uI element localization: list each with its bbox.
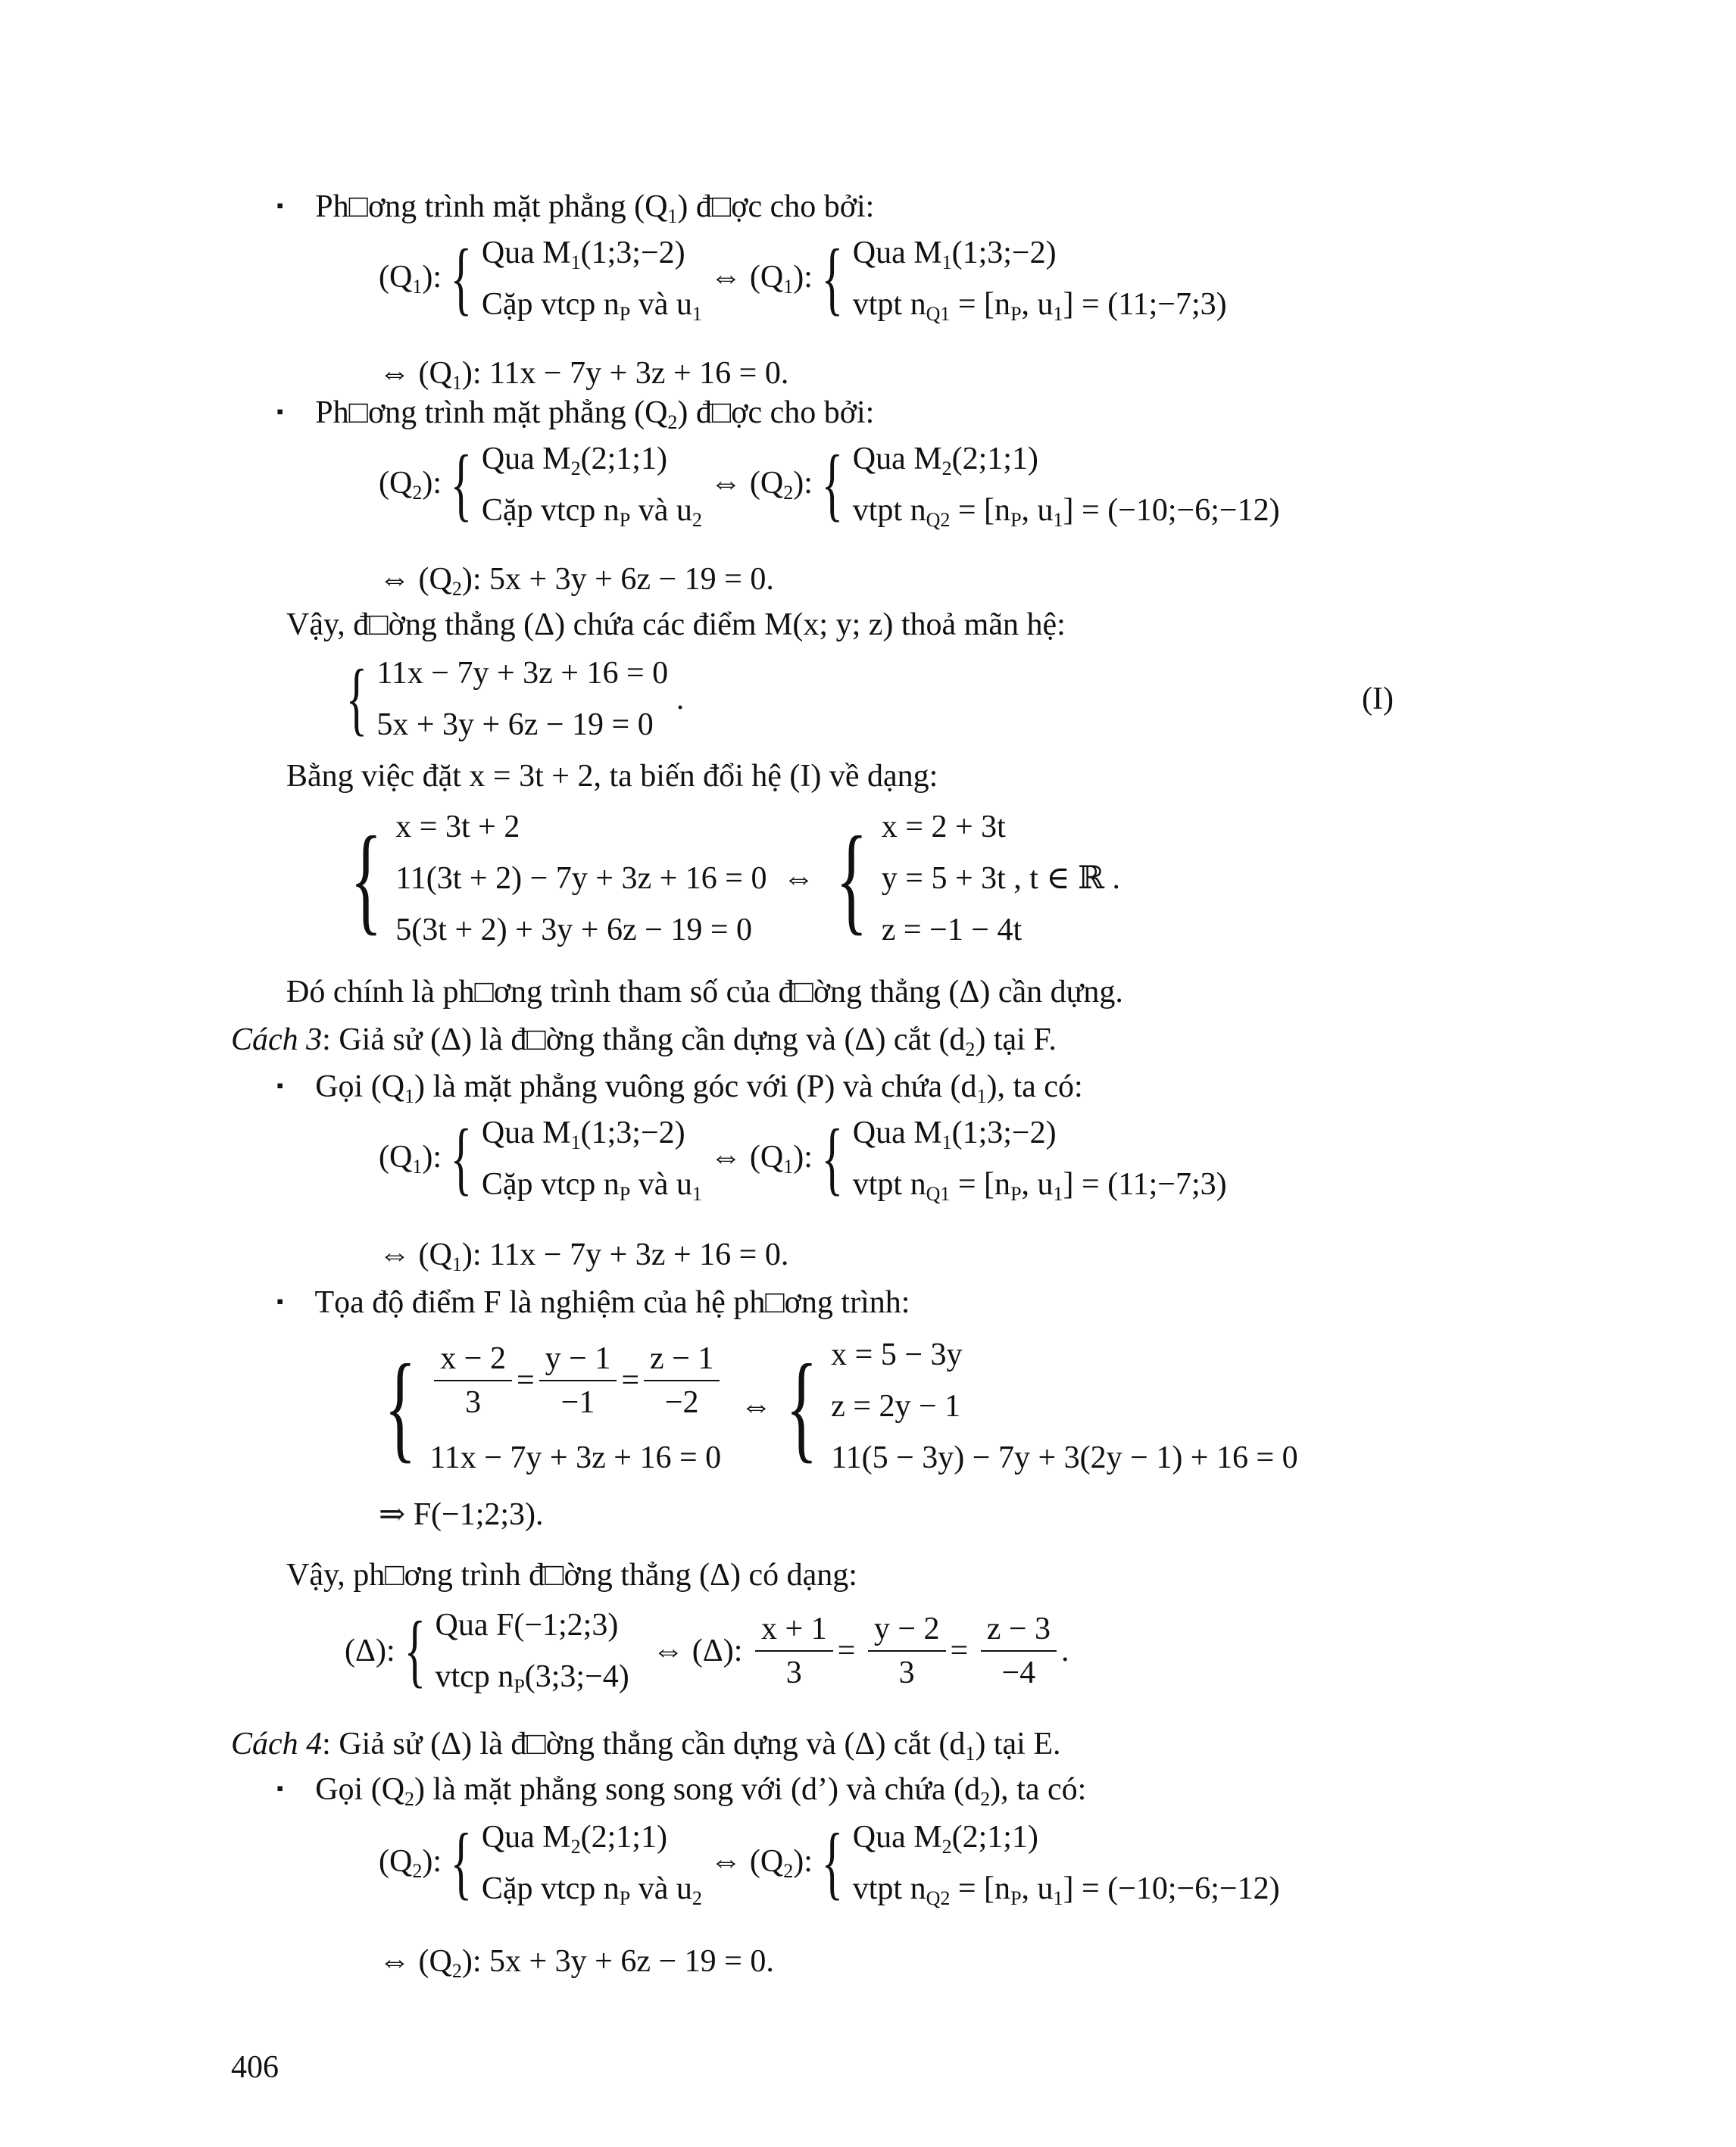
b2: vtpt n bbox=[852, 1167, 926, 1202]
bullet: ▪ bbox=[276, 1290, 284, 1312]
toado: Tọa độ điểm F là nghiệm của hệ ph□ơng trình: bbox=[314, 1285, 910, 1320]
q2-system bbox=[379, 433, 1280, 536]
q2-lhs bbox=[379, 1843, 442, 1883]
sub: 2 bbox=[667, 411, 678, 433]
lhs-end: ): bbox=[422, 260, 442, 295]
lhs-end: ): bbox=[422, 466, 442, 501]
frac bbox=[868, 1608, 946, 1694]
q1-equiv bbox=[710, 1138, 812, 1178]
sub: P bbox=[1010, 509, 1022, 531]
a2: Cặp vtcp n bbox=[481, 1871, 620, 1906]
sub: 2 bbox=[941, 1836, 952, 1858]
b2m: = [n bbox=[950, 1871, 1011, 1906]
b2m2: , u bbox=[1021, 1167, 1054, 1202]
b2: vtpt n bbox=[852, 287, 926, 322]
b2m2: , u bbox=[1021, 493, 1054, 528]
system-b-stack bbox=[882, 801, 1120, 956]
q1-stack-a bbox=[482, 1107, 702, 1210]
q1-stack-b bbox=[853, 1107, 1227, 1210]
b2m: = [n bbox=[950, 1167, 1011, 1202]
q2-result-2 bbox=[379, 1943, 774, 1983]
f-result: ⇒ F(−1;2;3). bbox=[379, 1497, 544, 1532]
delta-lhs: (Δ): bbox=[345, 1633, 395, 1668]
lhs: (Q bbox=[379, 260, 413, 295]
goi2-end: ) là mặt phẳng song song với (d’) và chứa (d bbox=[414, 1772, 981, 1807]
lhs: (Q bbox=[379, 1140, 413, 1175]
b2m: = [n bbox=[950, 493, 1011, 528]
sub: P bbox=[619, 1887, 631, 1909]
brace: { bbox=[384, 1339, 417, 1474]
sub: P bbox=[514, 1675, 525, 1697]
goi1-line bbox=[276, 1068, 1083, 1108]
q1-stack-a bbox=[482, 227, 702, 330]
lhs: (Q bbox=[379, 1844, 413, 1880]
goi1-end: ) là mặt phẳng vuông góc với (P) và chứa (d bbox=[414, 1069, 977, 1104]
sub: 1 bbox=[941, 251, 952, 273]
brace: { bbox=[822, 1818, 844, 1908]
q2-equiv bbox=[710, 464, 812, 504]
goi2: Gọi (Q bbox=[315, 1772, 405, 1807]
sub: 2 bbox=[692, 1887, 702, 1909]
q2-stack-a bbox=[482, 433, 702, 536]
b1: Qua M bbox=[852, 1820, 942, 1855]
q2-system-2 bbox=[379, 1812, 1280, 1915]
delta-stack bbox=[436, 1599, 629, 1702]
q1-lhs bbox=[379, 258, 442, 298]
a1: Qua M bbox=[481, 1116, 571, 1150]
brace: { bbox=[822, 233, 844, 323]
q2-title: Ph□ơng trình mặt phẳng (Q bbox=[315, 395, 668, 430]
sub: 2 bbox=[451, 578, 462, 600]
q2-stack-b bbox=[853, 1812, 1280, 1915]
num: x − 2 bbox=[434, 1337, 512, 1381]
goi1: Gọi (Q bbox=[315, 1069, 405, 1104]
num: z − 3 bbox=[981, 1608, 1057, 1652]
result: ⇔ (Q bbox=[379, 562, 452, 597]
dat-line: Bằng việc đặt x = 3t + 2, ta biến đổi hệ (I) về dạng: bbox=[286, 759, 938, 794]
sub: 1 bbox=[1053, 509, 1063, 531]
delta-eq: ⇔ (Δ): bbox=[652, 1633, 743, 1668]
q1-system-2 bbox=[379, 1107, 1227, 1210]
sub: 1 bbox=[1053, 1183, 1063, 1205]
a2m: và u bbox=[630, 1167, 692, 1202]
sub: 1 bbox=[570, 1131, 581, 1153]
den: −2 bbox=[664, 1385, 699, 1420]
b1: Qua M bbox=[852, 236, 942, 270]
q1-equiv bbox=[710, 258, 812, 298]
frac bbox=[434, 1337, 512, 1424]
equals: = bbox=[837, 1633, 856, 1668]
b1: Qua M bbox=[852, 442, 942, 476]
brace: { bbox=[451, 1818, 473, 1908]
sub: P bbox=[619, 509, 631, 531]
b2m2: , u bbox=[1021, 287, 1054, 322]
q1-title: Ph□ơng trình mặt phẳng (Q bbox=[315, 189, 668, 224]
bullet: ▪ bbox=[276, 1075, 284, 1097]
bullet: ▪ bbox=[276, 401, 284, 423]
a1: Qua F(−1;2;3) bbox=[435, 1608, 619, 1643]
sys-line: 11x − 7y + 3z + 16 = 0 bbox=[429, 1440, 722, 1475]
system-a-stack bbox=[395, 801, 767, 956]
sub: 2 bbox=[783, 1860, 794, 1883]
system-i bbox=[345, 648, 684, 751]
brace: { bbox=[785, 1339, 818, 1474]
sys-line: x = 5 − 3y bbox=[831, 1337, 963, 1372]
lhs-end: ): bbox=[793, 466, 813, 501]
f-frac-row: $\frac{x - 2}{3}$ = $\frac{y - 1}{-1}$ = $\frac{z - 1}{-2}$ bbox=[429, 1329, 724, 1432]
sub: 2 bbox=[941, 457, 952, 479]
q1-title-end: ) đ□ợc cho bởi: bbox=[677, 189, 875, 224]
equiv-sign: ⇔ bbox=[732, 1388, 773, 1424]
b1e: (1;3;−2) bbox=[951, 1116, 1057, 1150]
sub: Q2 bbox=[926, 1887, 951, 1909]
sub: 2 bbox=[570, 457, 581, 479]
result: ⇔ (Q bbox=[379, 356, 452, 391]
sub: 2 bbox=[570, 1836, 581, 1858]
bullet-line-q1 bbox=[276, 188, 874, 228]
q1-lhs bbox=[379, 1138, 442, 1178]
lhs-end: ): bbox=[422, 1844, 442, 1880]
sub: P bbox=[1010, 1887, 1022, 1909]
num: y − 1 bbox=[539, 1337, 617, 1381]
b2: vtpt n bbox=[852, 1871, 926, 1906]
sub: 1 bbox=[941, 1131, 952, 1153]
result-end: ): 5x + 3y + 6z − 19 = 0. bbox=[461, 562, 774, 597]
sub: 1 bbox=[404, 1085, 415, 1107]
result: ⇔ (Q bbox=[379, 1944, 452, 1979]
a2m: và u bbox=[630, 1871, 692, 1906]
page-number: 406 bbox=[231, 2050, 279, 2085]
q1-result-2 bbox=[379, 1236, 788, 1276]
sub: 1 bbox=[451, 372, 462, 394]
num: z − 1 bbox=[644, 1337, 720, 1381]
b1e: (1;3;−2) bbox=[951, 236, 1057, 270]
den: 3 bbox=[785, 1655, 802, 1690]
sys-line: y = 5 + 3t , t ∈ ℝ . bbox=[881, 861, 1120, 896]
q1-stack-b bbox=[853, 227, 1227, 330]
den: −1 bbox=[560, 1385, 595, 1420]
bullet-line-q2 bbox=[276, 394, 874, 434]
cach4-end: ) tại E. bbox=[975, 1727, 1061, 1762]
lhs-end: ): bbox=[793, 1844, 813, 1880]
eq: ⇔ (Q bbox=[710, 466, 784, 501]
num: x + 1 bbox=[755, 1608, 833, 1652]
sub: 1 bbox=[783, 276, 794, 298]
sys-line: 5(3t + 2) + 3y + 6z − 19 = 0 bbox=[395, 913, 753, 947]
delta-system bbox=[345, 1599, 1069, 1702]
f-system bbox=[379, 1329, 1298, 1484]
a1e: (1;3;−2) bbox=[580, 1116, 685, 1150]
sub: 1 bbox=[412, 276, 423, 298]
sub: Q1 bbox=[926, 1183, 951, 1205]
brace: { bbox=[822, 439, 844, 529]
equiv-sign: ⇔ bbox=[774, 860, 823, 896]
sub: P bbox=[1010, 1183, 1022, 1205]
lhs-end: ): bbox=[422, 1140, 442, 1175]
a2: Cặp vtcp n bbox=[481, 287, 620, 322]
cach3-label: Cách 3 bbox=[231, 1022, 323, 1057]
result-end: ): 5x + 3y + 6z − 19 = 0. bbox=[461, 1944, 774, 1979]
q2-equiv bbox=[710, 1843, 812, 1883]
b2m: = [n bbox=[950, 287, 1011, 322]
den: 3 bbox=[898, 1655, 915, 1690]
sys-line: 11(3t + 2) − 7y + 3z + 16 = 0 bbox=[395, 861, 767, 896]
q2-title-end: ) đ□ợc cho bởi: bbox=[677, 395, 875, 430]
num: y − 2 bbox=[868, 1608, 946, 1652]
a1: Qua M bbox=[481, 1820, 571, 1855]
lhs-end: ): bbox=[793, 260, 813, 295]
result-end: ): 11x − 7y + 3z + 16 = 0. bbox=[461, 1237, 789, 1272]
q2-stack-b bbox=[853, 433, 1280, 536]
sub: 1 bbox=[1053, 1887, 1063, 1909]
sub: 1 bbox=[1053, 303, 1063, 325]
brace: { bbox=[451, 439, 473, 529]
brace: { bbox=[451, 233, 473, 323]
brace: { bbox=[451, 1113, 473, 1203]
q2-stack-a bbox=[482, 1812, 702, 1915]
lhs: (Q bbox=[379, 466, 413, 501]
a1e: (1;3;−2) bbox=[580, 236, 685, 270]
cach3-end: ) tại F. bbox=[975, 1022, 1057, 1057]
q2-result bbox=[379, 560, 774, 601]
goi2-end2: ), ta có: bbox=[990, 1772, 1087, 1807]
eq: ⇔ (Q bbox=[710, 1844, 784, 1880]
bullet: ▪ bbox=[276, 195, 284, 217]
sub: 1 bbox=[412, 1156, 423, 1178]
result-end: ): 11x − 7y + 3z + 16 = 0. bbox=[461, 356, 789, 391]
a1: Qua M bbox=[481, 236, 571, 270]
b1: Qua M bbox=[852, 1116, 942, 1150]
goi1-end2: ), ta có: bbox=[986, 1069, 1083, 1104]
a2: Cặp vtcp n bbox=[481, 1167, 620, 1202]
sys-line: z = −1 − 4t bbox=[881, 913, 1023, 947]
sub: 1 bbox=[976, 1085, 987, 1107]
brace: { bbox=[345, 654, 368, 744]
frac bbox=[981, 1608, 1057, 1694]
b2e: ] = (−10;−6;−12) bbox=[1063, 493, 1280, 528]
b2m2: , u bbox=[1021, 1871, 1054, 1906]
cach3-line bbox=[231, 1021, 1057, 1061]
sub: 2 bbox=[783, 482, 794, 504]
sub: 2 bbox=[965, 1038, 976, 1060]
b2e: ] = (11;−7;3) bbox=[1063, 1167, 1227, 1202]
dochinh-line: Đó chính là ph□ơng trình tham số của đ□ờng thẳng (Δ) cần dựng. bbox=[286, 975, 1123, 1010]
brace: { bbox=[822, 1113, 844, 1203]
sub: 1 bbox=[570, 251, 581, 273]
a2: vtcp n bbox=[435, 1659, 514, 1694]
a1e: (2;1;1) bbox=[580, 442, 667, 476]
period: . bbox=[676, 681, 685, 716]
b2e: ] = (11;−7;3) bbox=[1063, 287, 1227, 322]
sub: 1 bbox=[692, 303, 702, 325]
eq: ⇔ (Q bbox=[710, 1140, 784, 1175]
a2e: (3;3;−4) bbox=[524, 1659, 629, 1694]
frac bbox=[644, 1337, 720, 1424]
q2-lhs bbox=[379, 464, 442, 504]
sub: 1 bbox=[451, 1253, 462, 1275]
frac bbox=[755, 1608, 833, 1694]
eq: ⇔ (Q bbox=[710, 260, 784, 295]
a1e: (2;1;1) bbox=[580, 1820, 667, 1855]
sub: P bbox=[619, 1183, 631, 1205]
result: ⇔ (Q bbox=[379, 1237, 452, 1272]
a2m: và u bbox=[630, 287, 692, 322]
sub: 2 bbox=[404, 1788, 415, 1810]
brace: { bbox=[404, 1606, 426, 1696]
b1e: (2;1;1) bbox=[951, 442, 1038, 476]
sub: 1 bbox=[965, 1743, 976, 1765]
sys-line: 5x + 3y + 6z − 19 = 0 bbox=[376, 707, 654, 742]
b1e: (2;1;1) bbox=[951, 1820, 1038, 1855]
cach3-text: : Giả sử (Δ) là đ□ờng thẳng cần dựng và (Δ) cắt (d bbox=[322, 1022, 966, 1057]
sub: 2 bbox=[451, 1960, 462, 1982]
sub: 2 bbox=[980, 1788, 991, 1810]
sub: 2 bbox=[412, 1860, 423, 1883]
sys-line: 11x − 7y + 3z + 16 = 0 bbox=[376, 656, 669, 691]
sys-line: x = 2 + 3t bbox=[881, 810, 1006, 844]
frac bbox=[539, 1337, 617, 1424]
f-stack-left bbox=[429, 1329, 724, 1484]
brace: { bbox=[350, 811, 382, 946]
system-i-tag: (I) bbox=[1362, 682, 1394, 716]
den: −4 bbox=[1001, 1655, 1036, 1690]
b2e: ] = (−10;−6;−12) bbox=[1063, 1871, 1280, 1906]
period: . bbox=[1061, 1633, 1069, 1668]
sys-line: x = 3t + 2 bbox=[395, 810, 520, 844]
sub: P bbox=[619, 303, 631, 325]
bullet: ▪ bbox=[276, 1777, 284, 1799]
sub: 1 bbox=[783, 1156, 794, 1178]
a1: Qua M bbox=[481, 442, 571, 476]
sub: 2 bbox=[412, 482, 423, 504]
cach4-text: : Giả sử (Δ) là đ□ờng thẳng cần dựng và (Δ) cắt (d bbox=[322, 1727, 966, 1762]
q1-system bbox=[379, 227, 1227, 330]
system-a bbox=[345, 801, 1120, 956]
a2: Cặp vtcp n bbox=[481, 493, 620, 528]
a2m: và u bbox=[630, 493, 692, 528]
cach4-label: Cách 4 bbox=[231, 1727, 323, 1762]
lhs-end: ): bbox=[793, 1140, 813, 1175]
vay-line-2: Vậy, ph□ơng trình đ□ờng thẳng (Δ) có dạng: bbox=[286, 1558, 857, 1593]
sub: 1 bbox=[667, 205, 678, 227]
toado-line bbox=[276, 1284, 910, 1322]
brace: { bbox=[835, 811, 868, 946]
sub: P bbox=[1010, 303, 1022, 325]
den: 3 bbox=[465, 1385, 482, 1420]
sub: Q2 bbox=[926, 509, 951, 531]
sub: 2 bbox=[692, 509, 702, 531]
goi2-line bbox=[276, 1771, 1086, 1811]
system-i-stack bbox=[376, 648, 668, 751]
f-stack-right bbox=[831, 1329, 1298, 1484]
b2: vtpt n bbox=[852, 493, 926, 528]
cach4-line bbox=[231, 1725, 1061, 1765]
sys-line: 11(5 − 3y) − 7y + 3(2y − 1) + 16 = 0 bbox=[831, 1440, 1298, 1475]
equals: = bbox=[950, 1633, 969, 1668]
q1-result bbox=[379, 354, 788, 395]
vay-line-1: Vậy, đ□ờng thẳng (Δ) chứa các điểm M(x; y; z) thoả mãn hệ: bbox=[286, 607, 1066, 642]
sub: 1 bbox=[692, 1183, 702, 1205]
sys-line: z = 2y − 1 bbox=[831, 1389, 961, 1424]
sub: Q1 bbox=[926, 303, 951, 325]
